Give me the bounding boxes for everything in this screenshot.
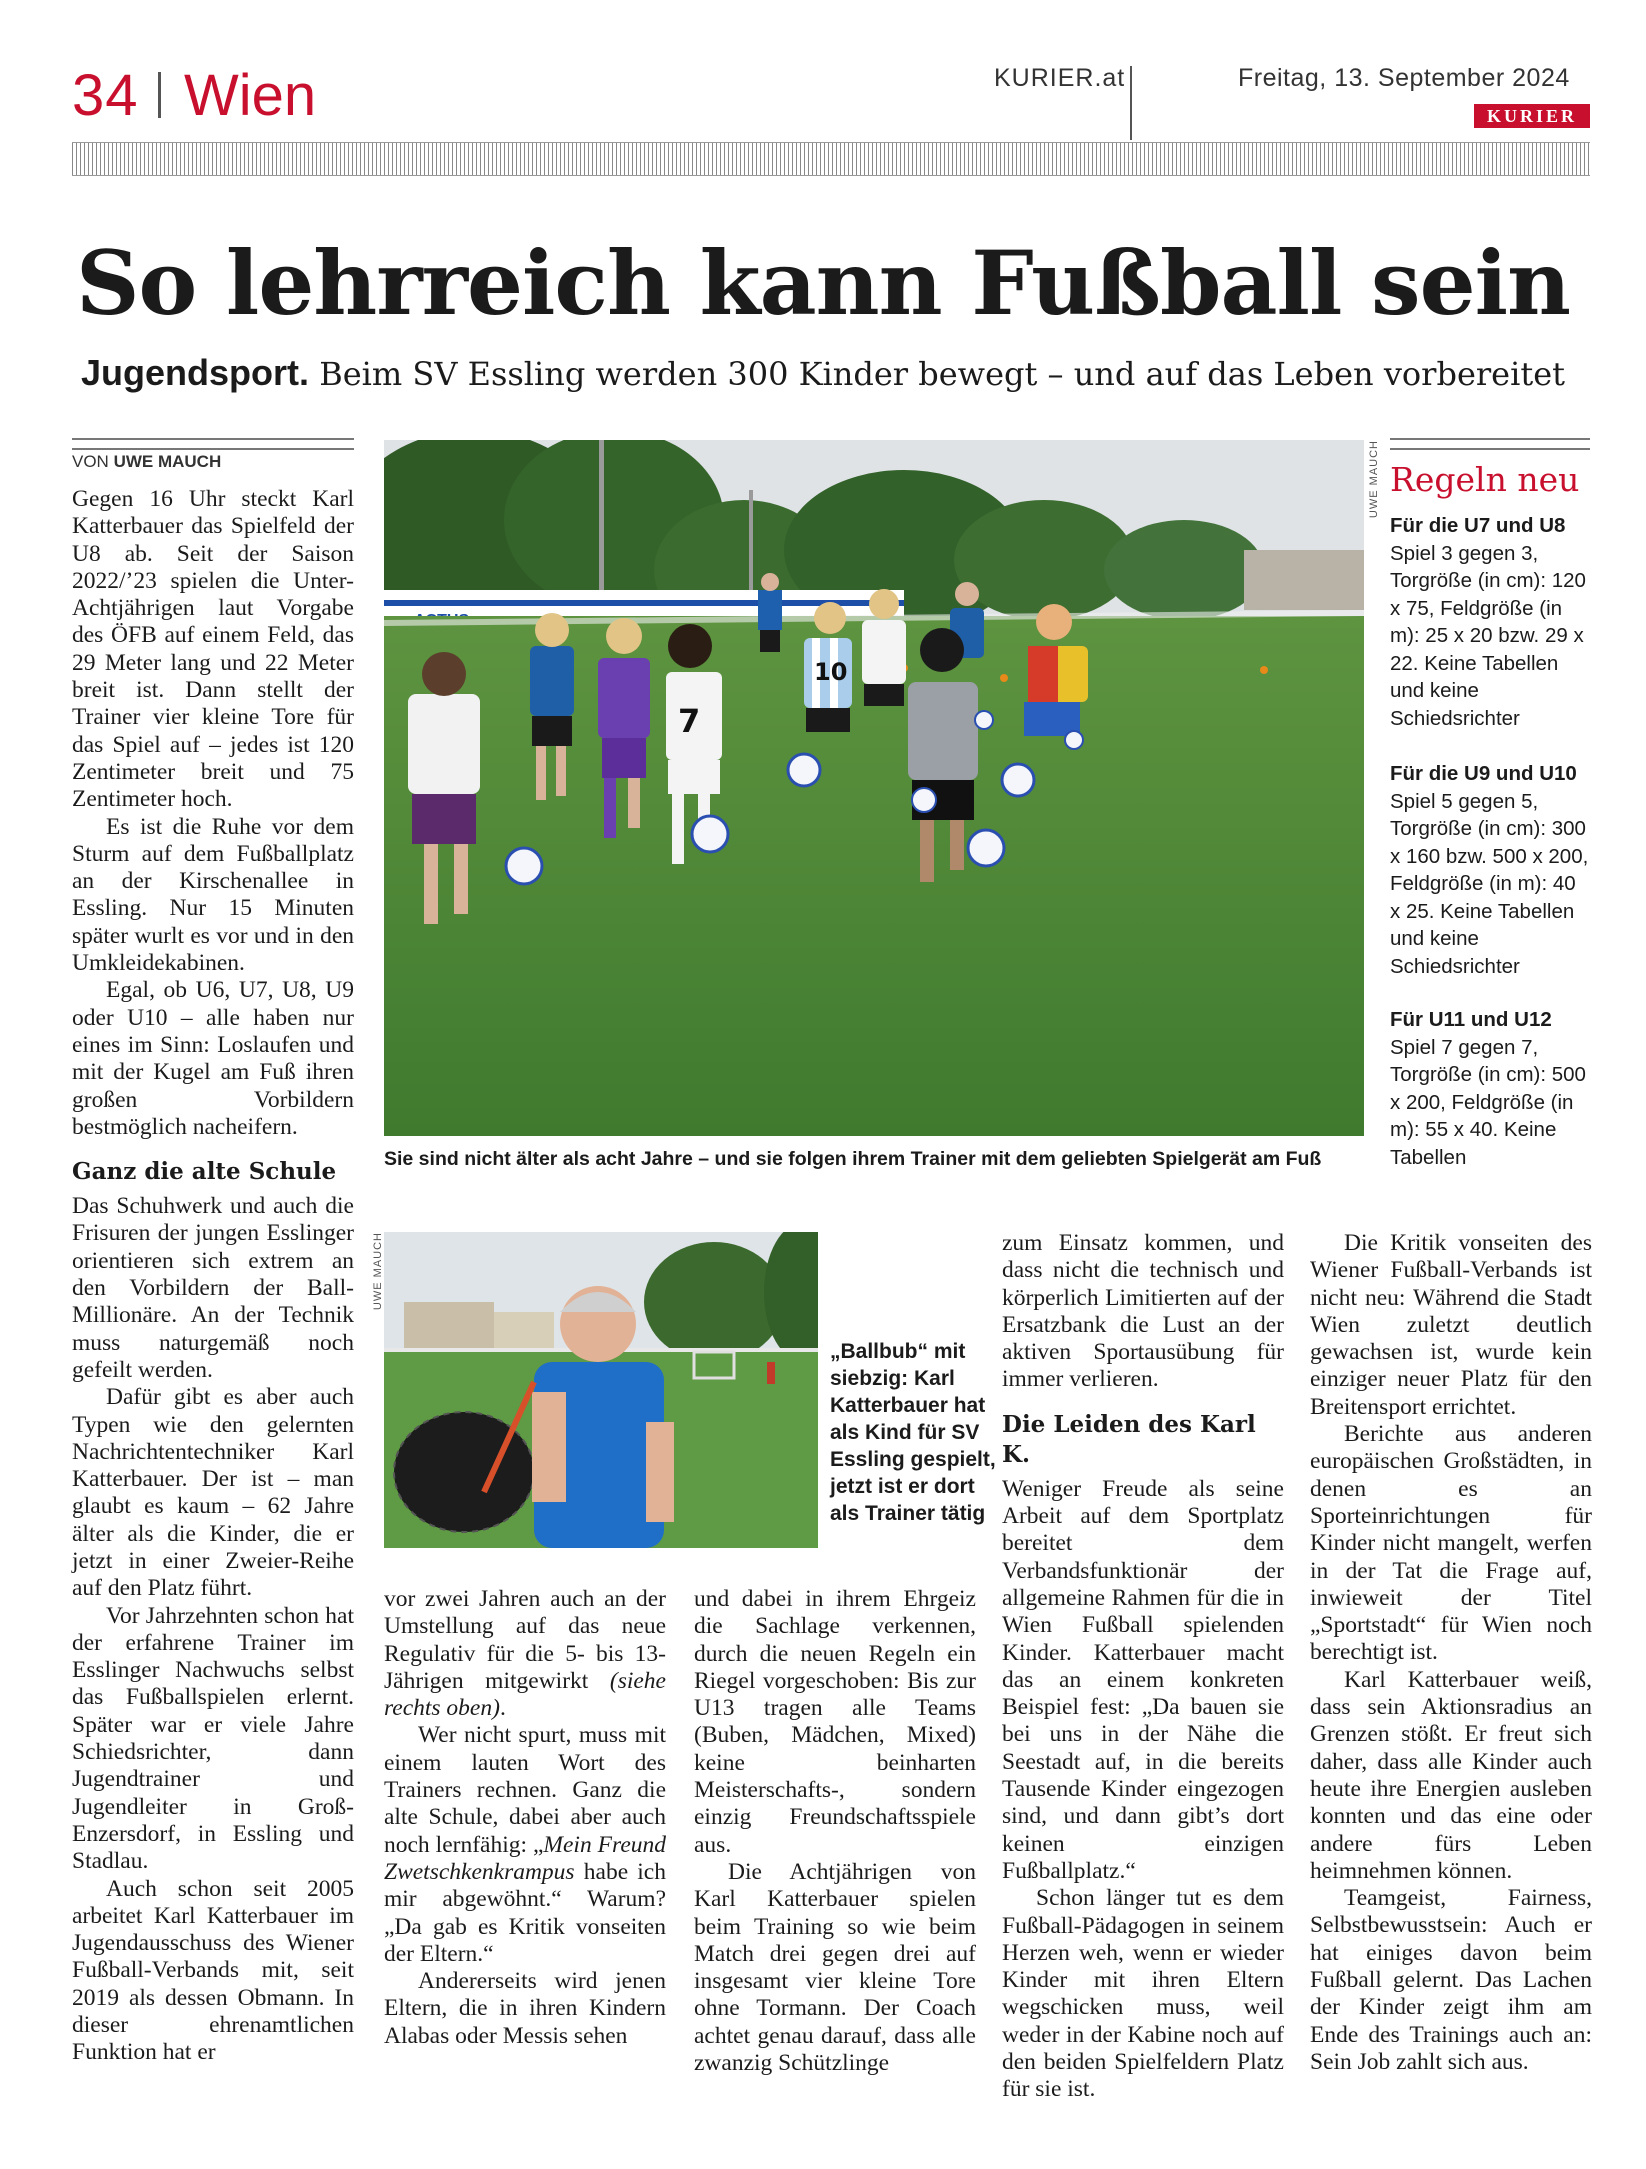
paragraph: zum Einsatz kommen, und dass nicht die technisch und körperlich Limitierten auf der Ersatzbank die Lust an der aktiven Sportausübung für immer verlieren.: [1002, 1230, 1284, 1393]
byline-prefix: VON: [72, 452, 109, 471]
rule-heading: Für U11 und U12: [1390, 1008, 1552, 1031]
paragraph: Dafür gibt es aber auch Typen wie den gelernten Nachrichtentechniker Karl Katterbauer. Der ist – man glaubt es kaum – 62 Jahre älter als die Kinder, die er jetzt in einer Zweier-Reihe auf den Platz führt.: [72, 1384, 354, 1602]
page-number: 34: [72, 63, 139, 128]
paragraph: Berichte aus anderen europäischen Großstädten, in denen es an Sporteinrichtungen für Kinder nicht mangelt, werfen in der Tat die Frage auf, inwieweit der Titel „Sportstadt“ für Wien noch berechtigt ist.: [1310, 1421, 1592, 1666]
byline: [72, 452, 221, 472]
paragraph: [384, 1722, 666, 1968]
rule-block-u7-u8: [1390, 512, 1590, 732]
paragraph: Das Schuhwerk und auch die Frisuren der jungen Esslinger orientieren sich extrem an den Vorbildern der Ball-Millionäre. An der Technik muss naturgemäß noch gefeilt werden.: [72, 1193, 354, 1383]
text-run: Wer nicht spurt, muss mit einem lauten Wort des Trainers rechnen. Ganz die alte Schule, dabei aber auch noch lernfähig: „: [384, 1722, 666, 1858]
column-3: [694, 1586, 976, 2077]
rule-heading: Für die U9 und U10: [1390, 762, 1577, 785]
text-run: vor zwei Jahren auch an der Umstellung auf das neue Regulativ für die 5- bis 13-Jährigen mitgewirkt: [384, 1586, 666, 1694]
column-1: [72, 486, 354, 2067]
rule-heading: Für die U7 und U8: [1390, 514, 1566, 537]
header-separator: [158, 72, 161, 118]
reference-note: (siehe rechts oben): [384, 1667, 666, 1722]
paragraph: Egal, ob U6, U7, U8, U9 oder U10 – alle haben nur eines im Sinn: Loslaufen und mit der Kugel am Fuß ihren großen Vorbildern bestmöglich nacheifern.: [72, 977, 354, 1140]
rule-text: Spiel 3 gegen 3, Torgröße (in cm): 120 x 75, Feldgröße (in m): 25 x 20 bzw. 29 x 22. Keine Tabellen und keine Schiedsrichter: [1390, 541, 1586, 730]
subheadline-text: Beim SV Essling werden 300 Kinder bewegt – und auf das Leben vorbereitet: [319, 355, 1565, 393]
trainer-photo: [384, 1232, 818, 1548]
paragraph: Die Kritik vonseiten des Wiener Fußball-Verbands ist nicht neu: Während die Stadt Wien zuletzt deutlich gewachsen ist, wurde kein einziger neuer Platz für den Breitensport errichtet.: [1310, 1230, 1592, 1420]
kurier-logo: KURIER: [1474, 104, 1590, 128]
column-5: [1310, 1230, 1592, 2076]
paragraph: Auch schon seit 2005 arbeitet Karl Katterbauer im Jugendausschuss des Wiener Fußball-Verbands mit, seit 2019 als dessen Obmann. In dieser ehrenamtlichen Funktion hat er: [72, 1875, 354, 2066]
column-2: [384, 1586, 666, 2050]
headline: So lehrreich kann Fußball sein: [76, 231, 1570, 335]
rule-block-u11-u12: [1390, 1006, 1590, 1171]
trainer-with-ball-bag-image: [384, 1232, 818, 1548]
issue-date: Freitag, 13. September 2024: [1238, 64, 1570, 92]
quote-italic: Mein Freund Zwetschkenkrampus: [384, 1831, 666, 1885]
text-run: habe ich mir abgewöhnt.“ Warum? „Da gab es Kritik vonseiten der Eltern.“: [384, 1858, 666, 1967]
subheading-leiden: Die Leiden des Karl K.: [1002, 1410, 1256, 1468]
sidebar-rule: [1390, 438, 1590, 450]
column-4: [1002, 1230, 1284, 2104]
rule-text: Spiel 5 gegen 5, Torgröße (in cm): 300 x 160 bzw. 500 x 200, Feldgröße (in m): 40 x 25. Keine Tabellen und keine Schiedsrichter: [1390, 789, 1589, 978]
paragraph: [384, 1586, 666, 1722]
jersey-number-10: 10: [814, 658, 848, 686]
kicker: Jugendsport.: [81, 352, 310, 393]
paragraph: Die Achtjährigen von Karl Katterbauer spielen beim Training so wie beim Match drei gegen drei auf insgesamt vier kleine Tore ohne Tormann. Der Coach achtet genau darauf, dass alle zwanzig Schützlinge: [694, 1858, 976, 2077]
trainer-photo-caption: „Ballbub“ mit siebzig: Karl Katterbauer hat als Kind für SV Essling gespielt, jetzt ist er dort als Trainer tätig: [830, 1340, 996, 1525]
sidebar-title: Regeln neu: [1390, 460, 1580, 499]
header-divider: [1130, 66, 1132, 140]
paragraph: Andererseits wird jenen Eltern, die in ihren Kindern Alabas oder Messis sehen: [384, 1968, 666, 2049]
paragraph: und dabei in ihrem Ehrgeiz die Sachlage verkennen, durch die neuen Regeln ein Riegel vorgeschoben: Bis zur U13 tragen alle Teams (Buben, Mädchen, Mixed) keine beinharten Meisterschafts-, sondern einzig Freundschaftsspiele aus.: [694, 1586, 976, 1858]
rule-block-u9-u10: [1390, 760, 1590, 980]
jersey-number-7: 7: [678, 702, 701, 740]
subheading-alte-schule: Ganz die alte Schule: [72, 1158, 337, 1186]
main-photo: [384, 440, 1364, 1136]
youth-football-training-image: [384, 440, 1364, 1136]
byline-rule: [72, 438, 354, 450]
paragraph: Schon länger tut es dem Fußball-Pädagogen in seinem Herzen weh, wenn er wieder Kinder mit ihren Eltern wegschicken muss, weil weder in der Kabine noch auf den beiden Spielfeldern Platz für sie ist.: [1002, 1885, 1284, 2103]
paragraph: Teamgeist, Fairness, Selbstbewusstsein: Auch er hat einiges davon beim Fußball gelernt. Das Lachen der Kinder zeigt ihm am Ende des Trainings auch an: Sein Job zahlt sich aus.: [1310, 1885, 1592, 2075]
main-photo-caption: Sie sind nicht älter als acht Jahre – und sie folgen ihrem Trainer mit dem geliebten Spielgerät am Fuß: [384, 1148, 1322, 1170]
paragraph: Gegen 16 Uhr steckt Karl Katterbauer das Spielfeld der U8 ab. Seit der Saison 2022/’23 spielen die Unter-Achtjährigen laut Vorgabe des ÖFB auf einem Feld, das 29 Meter lang und 22 Meter breit ist. Dann stellt der Trainer vier kleine Tore für das Spiel auf – jedes ist 120 Zentimeter breit und 75 Zentimeter hoch.: [72, 486, 354, 813]
byline-author: UWE MAUCH: [113, 452, 222, 471]
text-run: .: [499, 1695, 506, 1722]
header-hatch-bar: [72, 142, 1590, 176]
main-photo-credit: UWE MAUCH: [1368, 440, 1380, 519]
paragraph: Karl Katterbauer weiß, dass sein Aktionsradius an Grenzen stößt. Er freut sich daher, dass alle Kinder auch heute ihre Energien ausleben konnten und das eine oder andere fürs Leben heimnehmen können.: [1310, 1666, 1592, 1884]
paragraph: Vor Jahrzehnten schon hat der erfahrene Trainer im Esslinger Nachwuchs selbst das Fußballspielen erlernt. Später war er viele Jahre Schiedsrichter, dann Jugendtrainer und Jugendleiter in Groß-Enzersdorf, in Essling und Stadlau.: [72, 1602, 354, 1875]
section-title: Wien: [184, 63, 317, 128]
site-name: KURIER.at: [994, 64, 1126, 92]
subheadline: [0, 350, 1646, 397]
paragraph: Weniger Freude als seine Arbeit auf dem Sportplatz bereitet dem Verbandsfunktionär der allgemeine Rahmen für die in Wien Fußball spielenden Kinder. Katterbauer macht das an einem konkreten Beispiel fest: „Da bauen sie bei uns in der Nähe die Seestadt auf, in die bereits Tausende Kinder eingezogen sind, und dann gibt’s dort keinen einzigen Fußballplatz.“: [1002, 1475, 1284, 1884]
trainer-photo-credit: UWE MAUCH: [372, 1232, 384, 1311]
paragraph: Es ist die Ruhe vor dem Sturm auf dem Fußballplatz an der Kirschenallee in Essling. Nur 15 Minuten später wurlt es vor und in den Umkleidekabinen.: [72, 813, 354, 977]
rule-text: Spiel 7 gegen 7, Torgröße (in cm): 500 x 200, Feldgröße (in m): 55 x 40. Keine Tabellen: [1390, 1035, 1586, 1169]
